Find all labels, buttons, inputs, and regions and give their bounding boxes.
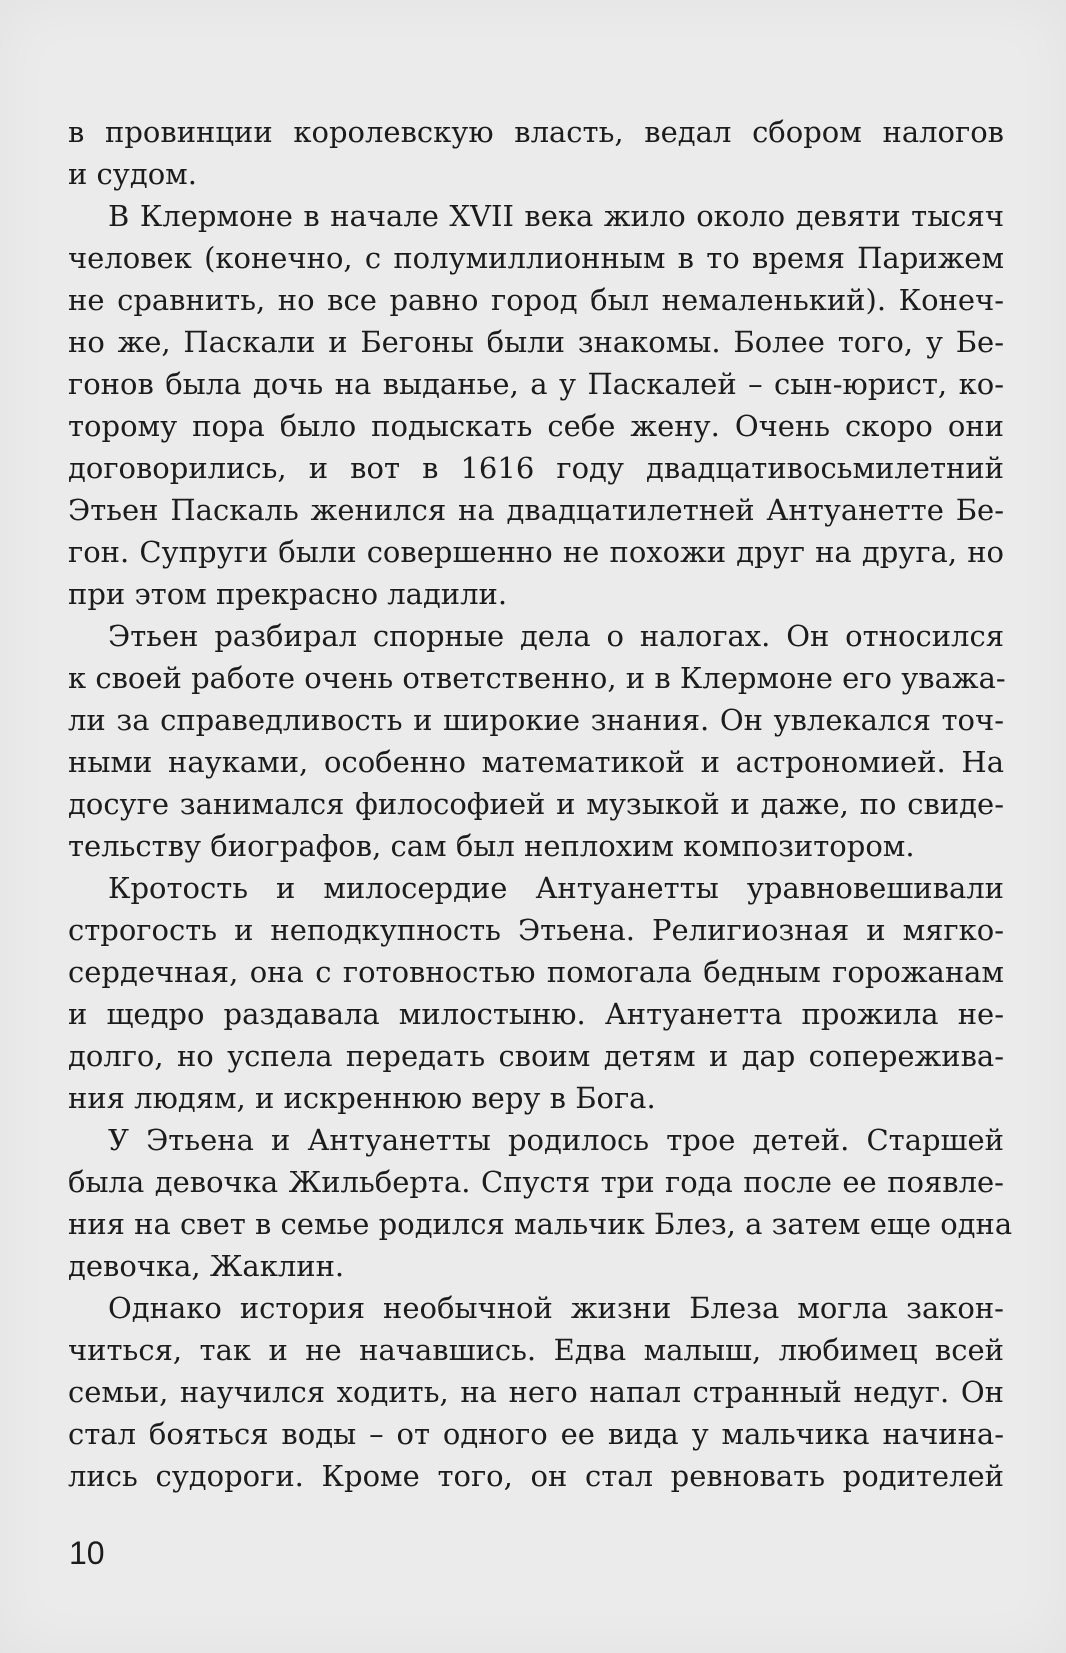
body-text (68, 111, 1013, 1497)
text-line: и судом. (68, 157, 197, 191)
text-line: лись судороги. Кроме того, он стал ревновать родителей (68, 1459, 1004, 1493)
text-line: но же, Паскали и Бегоны были знакомы. Более того, у Бе- (68, 325, 1004, 359)
text-line: стал бояться воды – от одного ее вида у мальчика начина- (68, 1417, 1004, 1451)
text-line: ния людям, и искреннюю веру в Бога. (68, 1081, 656, 1115)
paragraph (68, 195, 1004, 615)
text-line: досуге занимался философией и музыкой и даже, по свиде- (68, 787, 1004, 821)
text-line: и щедро раздавала милостыню. Антуанетта прожила не- (68, 997, 1004, 1031)
text-line: Кротость и милосердие Антуанетты уравновешивали (108, 871, 1004, 905)
text-line: У Этьена и Антуанетты родилось трое детей. Старшей (108, 1123, 1004, 1157)
text-line: Этьен разбирал спорные дела о налогах. Он относился (108, 619, 1004, 653)
text-line: читься, так и не начавшись. Едва малыш, любимец всей (68, 1333, 1004, 1367)
text-line: строгость и неподкупность Этьена. Религиозная и мягко- (68, 913, 1004, 947)
text-line: при этом прекрасно ладили. (68, 577, 508, 611)
text-line: долго, но успела передать своим детям и дар сопережива- (68, 1039, 1004, 1073)
text-line: Однако история необычной жизни Блеза могла закон- (108, 1291, 1004, 1325)
text-line: гонов была дочь на выданье, а у Паскалей – сын-юрист, ко- (68, 367, 1004, 401)
text-line: договорились, и вот в 1616 году двадцативосьмилетний (68, 451, 1004, 485)
text-line: торому пора было подыскать себе жену. Очень скоро они (68, 409, 1004, 443)
text-line: тельству биографов, сам был неплохим композитором. (68, 829, 915, 863)
text-line: ли за справедливость и широкие знания. Он увлекался точ- (68, 703, 1004, 737)
text-line: Этьен Паскаль женился на двадцатилетней Антуанетте Бе- (68, 493, 1004, 527)
text-line: была девочка Жильберта. Спустя три года после ее появле- (68, 1165, 1004, 1199)
text-line: гон. Супруги были совершенно не похожи друг на друга, но (68, 535, 1004, 569)
text-line: ния на свет в семье родился мальчик Блез, а затем еще одна (68, 1207, 1013, 1241)
text-line: не сравнить, но все равно город был немаленький). Конеч- (68, 283, 1004, 317)
text-line: ными науками, особенно математикой и астрономией. На (68, 745, 1004, 779)
text-line: семьи, научился ходить, на него напал странный недуг. Он (68, 1375, 1004, 1409)
paragraph (68, 1287, 1004, 1497)
paragraph (68, 111, 1004, 195)
text-line: сердечная, она с готовностью помогала бедным горожанам (68, 955, 1004, 989)
text-line: В Клермоне в начале XVII века жило около девяти тысяч (108, 199, 1004, 233)
text-line: человек (конечно, с полумиллионным в то время Парижем (68, 241, 1004, 275)
text-line: девочка, Жаклин. (68, 1249, 345, 1283)
paragraph (68, 867, 1004, 1119)
text-line: к своей работе очень ответственно, и в Клермоне его уважа- (68, 661, 1006, 695)
paragraph (68, 615, 1004, 867)
text-line: в провинции королевскую власть, ведал сбором налогов (68, 115, 1004, 149)
paragraph (68, 1119, 1013, 1287)
page-number: 10 (69, 1535, 105, 1571)
